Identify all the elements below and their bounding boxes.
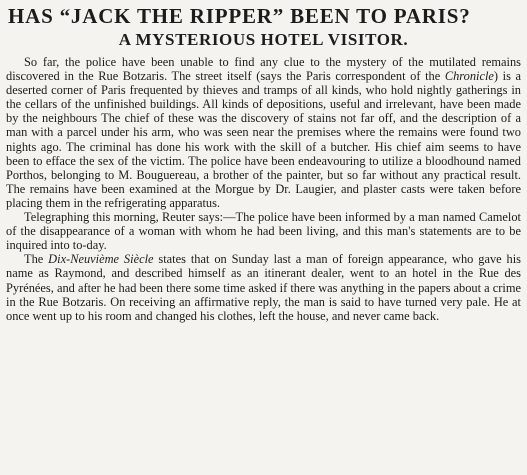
dix-neuvieme-siecle-name: Dix-Neuvième Siècle	[48, 252, 154, 267]
paragraph-1-text-b: ) is a deserted corner of Paris frequented by thieves and tramps of all kinds, who hold nightly gatherings in the cellars of the unfinished buildings. All kinds of depositions, useful and irrelevant, have been made by the neighbours The chief of these was the discovery of stains not far off, and the description of a man with a parcel under his arm, who was seen near the premises where the remains were found two nights ago. The criminal has done his work with the skill of a butcher. His chief aim seems to have been to efface the sex of the victim. The police have been endeavouring to utilize a bloodhound named Porthos, belonging to M. Bouguereau, a brother of the painter, but so far without any practical result. The remains have been examined at the Morgue by Dr. Laugier, and plaster casts were taken before placing them in the refrigerating apparatus.	[6, 69, 522, 210]
paragraph-3-text: states that on Sunday last a man of foreign appearance, who gave his name as Raymond, and described himself as an itinerant dealer, went to an hotel in the Rue des Pyrénées, and after he had been there some time asked if there was anything in the papers about a crime in the Rue Botzaris. On receiving an affirmative reply, the man is said to have turned very pale. He at once went up to his room and changed his clothes, left the house, and never came back.	[6, 252, 521, 323]
paragraph-police-investigation	[6, 55, 521, 210]
paragraph-hotel-visitor	[6, 252, 521, 322]
paragraph-1-text-a: So far, the police have been unable to find any clue to the mystery of the mutilated remains discovered in the Rue Botzaris. The street itself (says the Paris correspondent of the	[6, 55, 521, 84]
headline: HAS “JACK THE RIPPER” BEEN TO PARIS?	[8, 4, 471, 28]
paragraph-reuter-telegraph: Telegraphing this morning, Reuter says:—The police have been informed by a man named Camelot of the disappearance of a woman with whom he had been living, and this man's statements are to be inquired into to-day.	[6, 210, 521, 253]
chronicle-newspaper-name: Chronicle	[444, 69, 494, 84]
subheadline: A MYSTERIOUS HOTEL VISITOR.	[118, 30, 409, 49]
paragraph-3-prefix: The	[24, 252, 49, 267]
